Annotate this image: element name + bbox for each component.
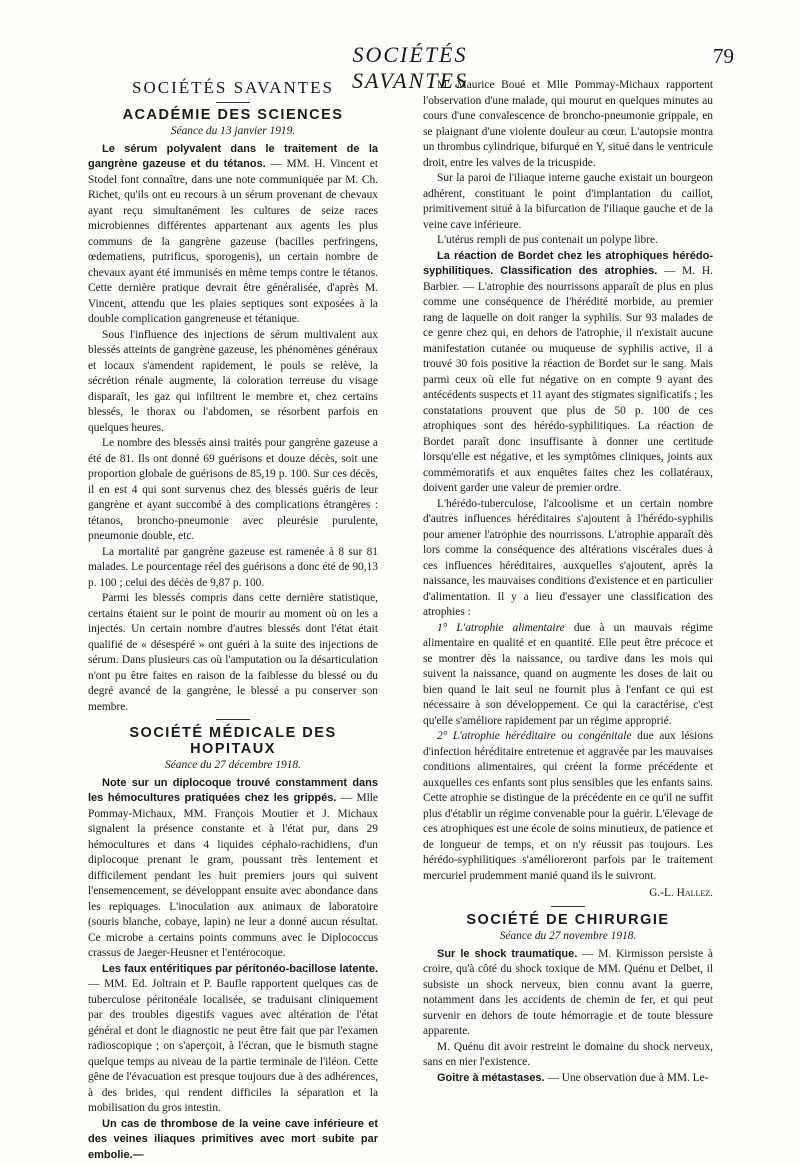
chirurgie-title: SOCIÉTÉ DE CHIRURGIE	[423, 913, 713, 929]
medicale-seance: Séance du 27 décembre 1918.	[88, 758, 378, 774]
academie-paragraph: La mortalité par gangrène gazeuse est ramenée à 8 sur 81 malades. Le pourcentage réel des guérisons a donc été de 90,13 p. 100 ; celui des décès de 9,87 p. 100.	[88, 545, 378, 592]
article-heading: Les faux entéritiques par péritonéo-bacillose latente.	[102, 963, 378, 975]
medicale-paragraph	[88, 962, 378, 1117]
page-number: 79	[713, 44, 734, 69]
medicale-paragraph	[88, 776, 378, 962]
article-body: — Mlle Pommay-Michaux, MM. François Moutier et J. Michaux signalent la présence constante et à l'état pur, dans 29 hémocultures et dans 4 liquides céphalo-rachidiens, d'un diplocoque prenant le gram, poussant très lentement et difficilement pendant les huit premiers jours qui suivent l'ensemencement, se développant ensuite avec abondance dans les repiquages. L'inoculation aux animaux de laboratoire (souris blanche, cobaye, lapin) ne leur a donné aucun résultat. Ce microbe a certains points communs avec le Diplococcus crassus de Jaeger-Heusner et l'entérocoque.	[88, 792, 378, 959]
body-paragraph: L'utérus rempli de pus contenait un polype libre.	[423, 233, 713, 249]
chirurgie-seance: Séance du 27 novembre 1918.	[423, 929, 713, 945]
medicale-title: SOCIÉTÉ MÉDICALE DES HOPITAUX	[88, 726, 378, 757]
list-body: due aux lésions d'infection héréditaire entretenue et aggravée par les mauvaises conditions alimentaires, qui créent la forme précédente et auxquelles ces enfants sont plus sensibles que les enfants sains. Cette atrophie se distingue de la précédente en ce qu'il ne suffit plus d'établir un régime convenable pour la guérir. L'élevage de ces atrophiques est une école de soins minutieux, de patience et de longueur de temps, et on n'y réussit pas toujours. Les hérédo-syphilitiques s'amélioreront parfois par le traitement mercuriel prudemment manié quand ils le suivront.	[423, 730, 713, 882]
medicale-paragraph	[88, 1117, 378, 1163]
right-column	[423, 78, 713, 1086]
body-paragraph: M. Maurice Boué et Mlle Pommay-Michaux rapportent l'observation d'une malade, qui mourut en quelques minutes au cours d'une convalescence de broncho-pneumonie grippale, en se plaignant d'une violente douleur au cœur. L'autopsie montra un thrombus cylindrique, bifurqué en Y, situé dans le ventricule droit, entre les valves de la tricuspide.	[423, 78, 713, 171]
article-body: — M. Kirmisson persiste à croire, qu'à côté du shock toxique de MM. Quénu et Delbet, il subsiste un shock nerveux, bien connu avant la guerre, notamment dans les accidents de chemin de fer, et qui peut survenir en dehors de toute hémorragie et de toute blessure apparente.	[423, 948, 713, 1038]
left-column	[88, 78, 378, 1163]
body-paragraph: Sur la paroi de l'iliaque interne gauche existait un bourgeon adhérent, constituant le point d'implantation du caillot, primitivement situé à la bifurcation de l'iliaque gauche et de la veine cave inférieure.	[423, 171, 713, 233]
column-divider	[404, 80, 405, 1120]
article-heading: Goitre à métastases.	[437, 1072, 545, 1084]
list-lead: 2° L'atrophie héréditaire ou congénitale	[437, 730, 632, 742]
running-title: SOCIÉTÉS SAVANTES	[300, 42, 520, 94]
running-head	[0, 42, 800, 72]
article-heading: Le sérum polyvalent dans le traitement de la gangrène gazeuse et du tétanos.	[88, 143, 378, 171]
article-heading: Un cas de thrombose de la veine cave inférieure et des veines iliaques primitives avec mort subite par embolie.—	[88, 1118, 378, 1161]
academie-paragraph: Parmi les blessés compris dans cette dernière statistique, certains étaient sur le point de mourir au moment où on les a injectés. Un certain nombre d'autres blessés dont l'état était qualifié de « désespéré » ont guéri à la suite des injections de sérum. Dans plusieurs cas où l'amputation ou la désarticulation n'ont pu être faites en raison de la faiblesse du blessé ou du degré avancé de la gangrène, le blessé a pu conserver son membre.	[88, 591, 378, 715]
body-paragraph	[423, 729, 713, 884]
body-paragraph	[423, 621, 713, 730]
academie-paragraph	[88, 142, 378, 328]
chirurgie-paragraph	[423, 947, 713, 1040]
section-rule	[216, 102, 250, 103]
list-lead: 1° L'atrophie alimentaire	[437, 622, 565, 634]
list-body: due à un mauvais régime alimentaire en qualité et en quantité. Elle peut être précoce et se montrer dès la naissance, ou tardive dans les mois qui suivent la naissance, quand on augmente les doses de lait ou bien quand le lait seul ne fournit plus à l'enfant ce qui est nécessaire à son développement. Ce qui la caractérise, c'est qu'elle s'améliore rapidement par un régime approprié.	[423, 622, 713, 727]
article-body: — M. H. Barbier. — L'atrophie des nourrissons apparaît de plus en plus comme une conséquence de l'hérédité morbide, au premier rang de laquelle on doit ranger la syphilis. Sur 93 malades de ce genre chez qui, en dehors de l'atrophie, il n'existait aucune manifestation cutanée ou muqueuse de syphilis active, il a trouvé 30 fois positive la réaction de Bordet sur le sang. Mais parmi ceux où elle fut négative on en compte 9 ayant des antécédents suspects et 11 ayant des stigmates significatifs ; les constatations prouvent que plus de 50 p. 100 de ces atrophiques sont des hérédo-syphilitiques. La réaction de Bordet paraît donc insuffisante à donner une certitude lorsqu'elle est négative, et les symptômes cliniques, joints aux commémoratifs et aux enquêtes faites chez les collatéraux, doivent garder une valeur de premier ordre.	[423, 265, 713, 494]
article-body: — MM. Ed. Joltrain et P. Baufle rapportent quelques cas de tuberculose péritonéale localisée, se traduisant cliniquement par des troubles digestifs vagues avec altération de l'état général et dont le diagnostic ne peut être fait que par l'examen radioscopique ; on s'aperçoit, à l'écran, que le bismuth stagne quelque temps au niveau de la partie terminale de l'iléon. Cette gêne de l'évacuation est presque toujours due à des adhérences, à des brides, qui rendent difficiles la séparation et la mobilisation du gros intestin.	[88, 978, 378, 1114]
article-body: — MM. H. Vincent et Stodel font connaître, dans une note communiquée par M. Ch. Richet, qu'ils ont eu recours à un sérum provenant de chevaux ayant reçu simultanément les cultures de seize races microbiennes différentes appartenant aux agents les plus communs de la gangrène gazeuse (bacilles perfringens, œdematiens, putrificus, sporogenis), un certain nombre de chevaux ayant été immunisés en même temps contre le tétanos. Cette dernière pratique devrait être généralisée, d'après M. Vincent, attendu que les plaies septiques sont exposées à la double complication gangreneuse et tétanique.	[88, 158, 378, 325]
signature: G.-L. Hallez.	[423, 886, 713, 902]
academie-paragraph: Sous l'influence des injections de sérum multivalent aux blessés atteints de gangrène gazeuse, les phénomènes généraux et locaux s'amendent rapidement, le pouls se relève, la sécrétion rénale augmente, la coloration terreuse du visage disparaît, les gaz qui infiltrent le membre et, chez certains blessés, le thorax ou l'abdomen, se résorbent parfois en quelques heures.	[88, 328, 378, 437]
section-rule	[551, 906, 585, 907]
academie-title: ACADÉMIE DES SCIENCES	[88, 108, 378, 124]
article-body: — Une observation due à MM. Le-	[547, 1072, 708, 1084]
article-heading: Sur le shock traumatique.	[437, 948, 577, 960]
section-title: SOCIÉTÉS SAVANTES	[88, 80, 378, 96]
chirurgie-paragraph	[423, 1071, 713, 1087]
article-heading: Note sur un diplocoque trouvé constamment dans les hémocultures pratiquées chez les grippés.	[88, 777, 378, 805]
article-heading: La réaction de Bordet chez les atrophiques hérédo-syphilitiques. Classification des atrophies.	[423, 250, 713, 278]
chirurgie-paragraph: M. Quénu dit avoir restreint le domaine du shock nerveux, sans en nier l'existence.	[423, 1040, 713, 1071]
body-paragraph	[423, 249, 713, 497]
academie-seance: Séance du 13 janvier 1919.	[88, 124, 378, 140]
body-paragraph: L'hérédo-tuberculose, l'alcoolisme et un certain nombre d'autres influences héréditaires s'ajoutent à l'hérédo-syphilis pour amener l'atrophie des nourrissons. L'atrophie apparaît dès lors comme la conséquence des altérations viscérales dues à ces influences héréditaires, auxquelles s'ajoutent, après la naissance, les mauvaises conditions d'existence et en particulier d'alimentation. Il y a lieu d'essayer une classification des atrophies :	[423, 497, 713, 621]
academie-paragraph: Le nombre des blessés ainsi traités pour gangrène gazeuse a été de 81. Ils ont donné 69 guérisons et douze décès, soit une proportion globale de guérisons de 85,19 p. 100. Sur ces décès, il en est 4 qui sont survenus chez des blessés guéris de leur gangrène et ayant succombé à des complications étrangères : tétanos, broncho-pneumonie avec pleurésie purulente, pneumonie double, etc.	[88, 436, 378, 545]
section-rule	[216, 719, 250, 720]
